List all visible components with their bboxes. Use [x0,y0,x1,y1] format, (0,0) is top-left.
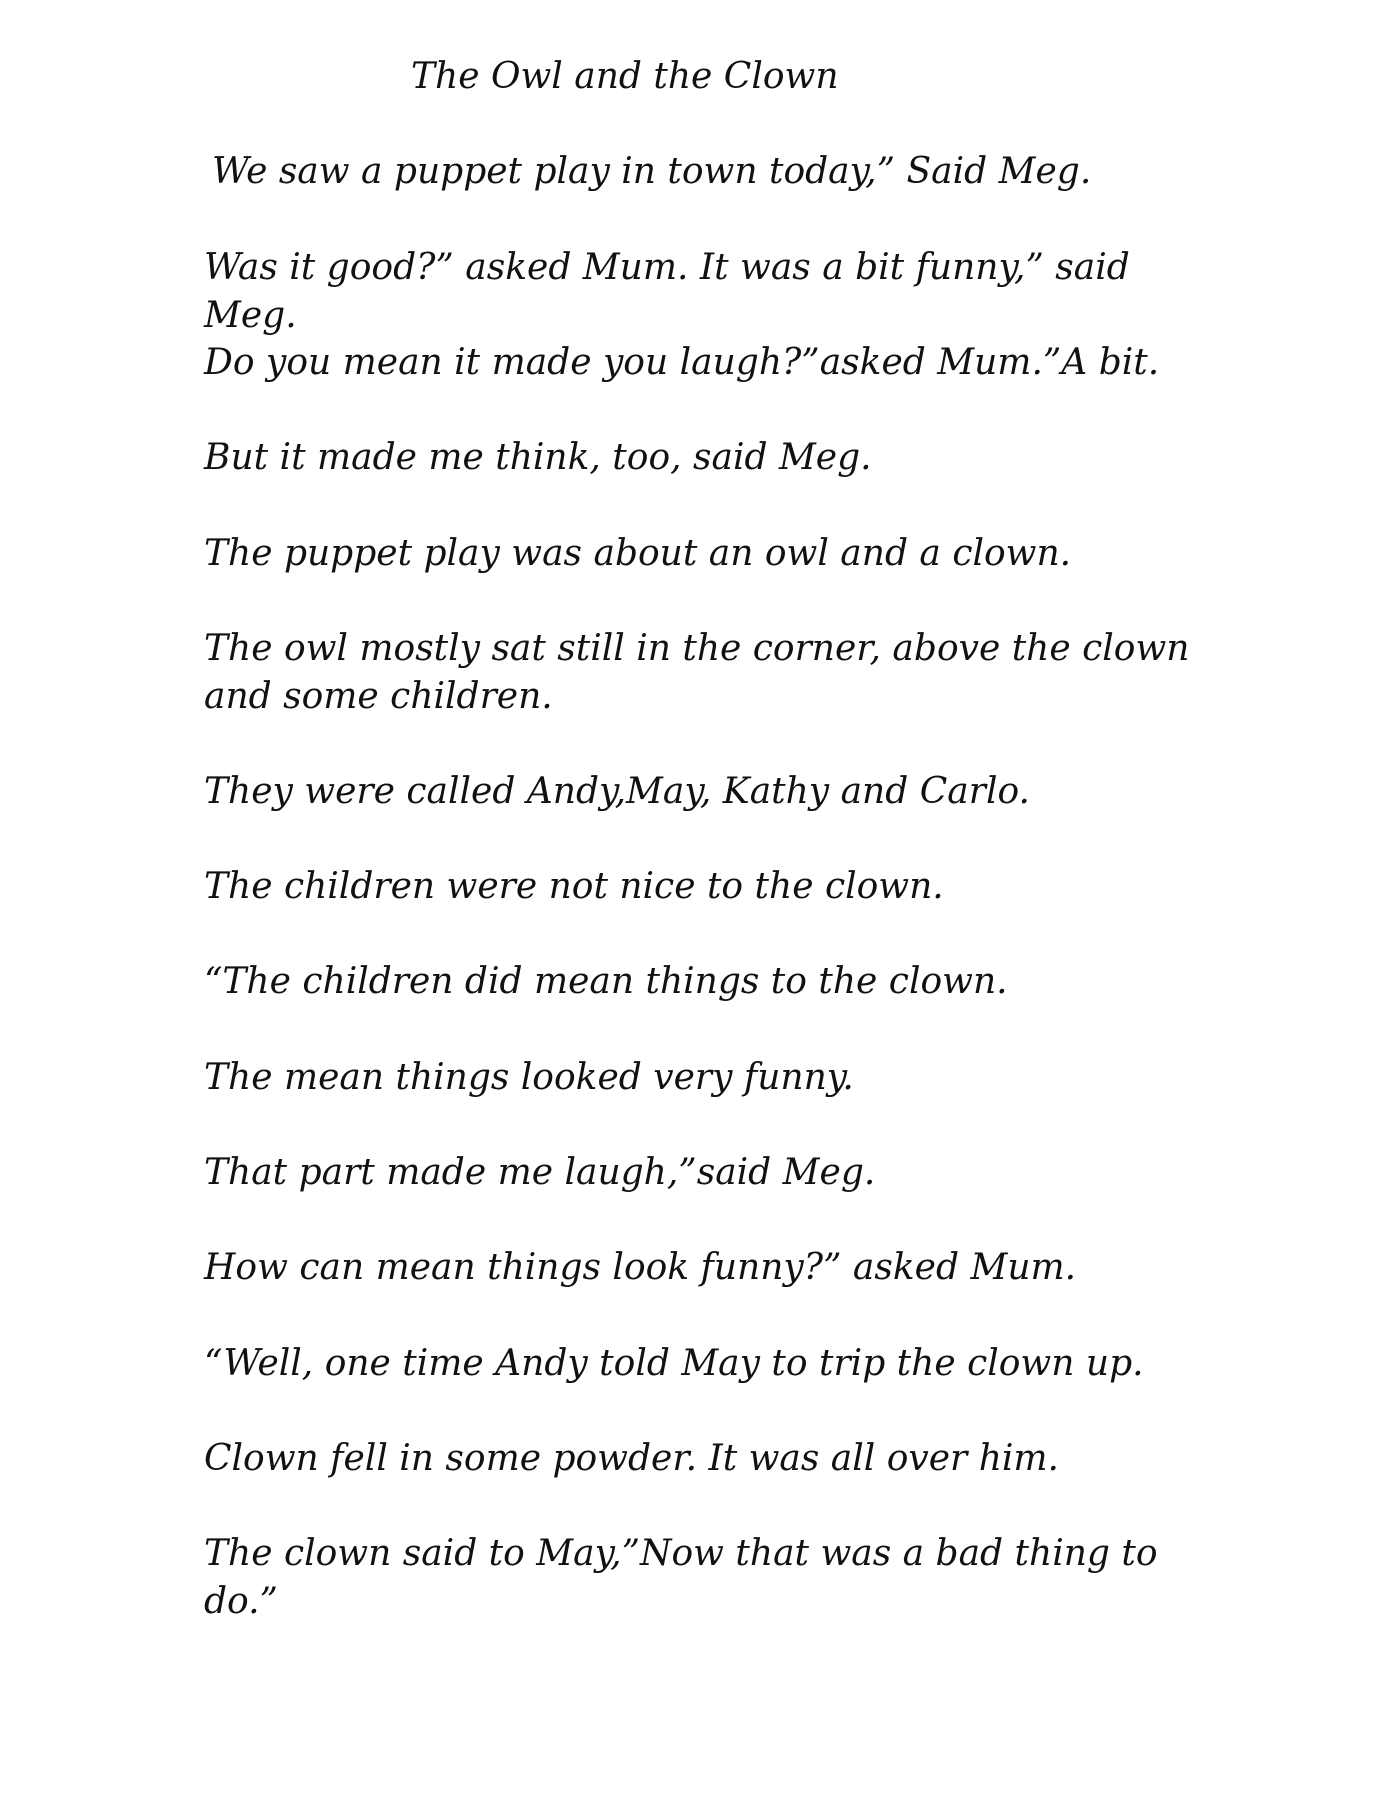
paragraph-4: But it made me think, too, said Meg. [204,437,872,478]
paragraph-5: The puppet play was about an owl and a clown. [204,533,1072,574]
paragraph-6: The owl mostly sat still in the corner, above the clown and some children. [204,628,1190,717]
paragraph-11: That part made me laugh,”said Meg. [204,1152,876,1193]
paragraph-8: The children were not nice to the clown. [204,866,944,907]
paragraph-9: “The children did mean things to the clown. [204,961,1008,1002]
paragraph-15: The clown said to May,”Now that was a bad thing to do.” [204,1533,1158,1622]
paragraph-14: Clown fell in some powder. It was all over him. [204,1438,1059,1479]
paragraph-7: They were called Andy,May, Kathy and Carlo. [204,771,1030,812]
paragraph-3: Do you mean it made you laugh?”asked Mum.”A bit. [204,342,1160,383]
paragraph-2: Was it good?” asked Mum. It was a bit funny,” said Meg. [204,247,1130,336]
document-title: The Owl and the Clown [411,56,839,97]
paragraph-10: The mean things looked very funny. [204,1057,854,1098]
paragraph-12: How can mean things look funny?” asked Mum. [204,1247,1077,1288]
paragraph-1: We saw a puppet play in town today,” Said Meg. [212,151,1092,192]
paragraph-13: “Well, one time Andy told May to trip the clown up. [204,1343,1144,1384]
